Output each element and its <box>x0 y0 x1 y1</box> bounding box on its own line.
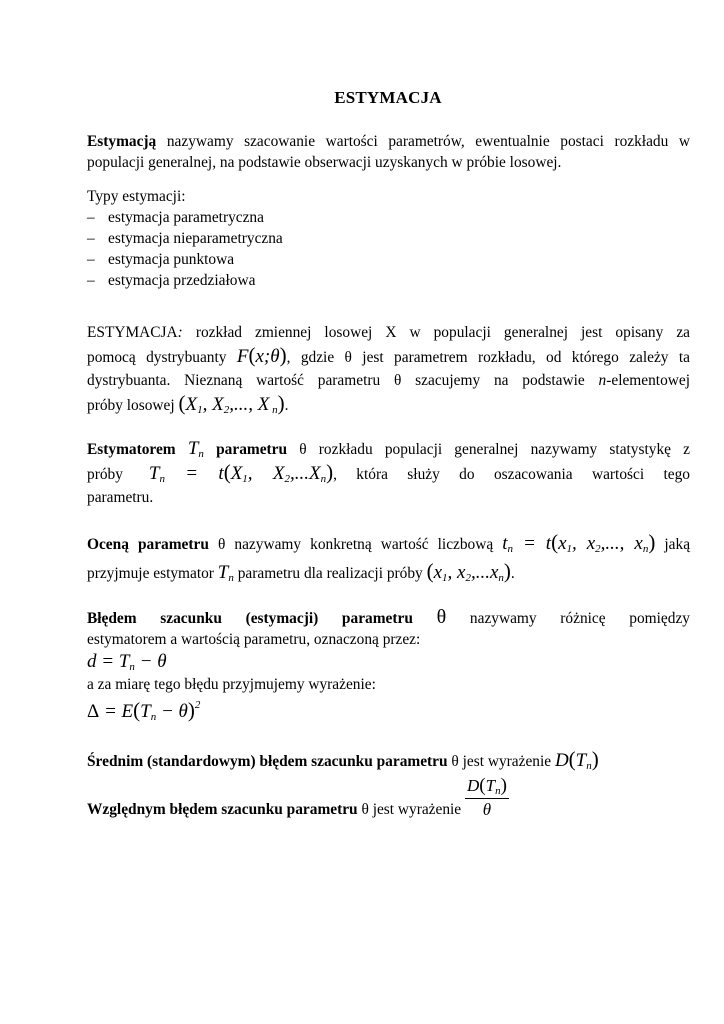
estymacja-line-2 <box>87 344 690 369</box>
estymacja-line3a: dystrybuanta. Nieznaną wartość parametru θ szacujemy na podstawie <box>87 372 599 389</box>
estimate-term: Oceną parametru <box>87 536 209 553</box>
definition-term: Estymacją <box>87 133 157 150</box>
estimator-line-2 <box>87 461 690 486</box>
estymacja-line1-text: rozkład zmiennej losowej X w populacji generalnej jest opisany za <box>182 324 690 341</box>
estimator-line2a: próby <box>87 466 123 483</box>
estymacja-line-1 <box>87 321 690 344</box>
definition-paragraph <box>87 131 690 173</box>
estimator-term: Estymatorem <box>87 441 176 458</box>
types-block <box>87 186 690 291</box>
estymacja-colon: : <box>177 324 183 341</box>
tn-symbol-2: $T_n$ <box>217 562 234 584</box>
estymacja-paragraph <box>87 321 690 417</box>
rel-error-paragraph <box>87 775 690 821</box>
types-list <box>87 207 690 291</box>
estimate-text-2: jaką <box>655 536 691 553</box>
error-line-4: a za miarę tego błędu przyjmujemy wyrażenie: <box>87 676 376 693</box>
estimator-line-1 <box>87 437 690 461</box>
estimate-line2b: parametru dla realizacji próby <box>233 565 427 582</box>
error-text-1: nazywamy różnicę pomiędzy <box>469 610 690 627</box>
estimator-text-1: θ rozkładu populacji generalnej nazywamy statystykę z <box>287 441 691 458</box>
std-error-text: θ jest wyrażenie <box>447 753 555 770</box>
error-paragraph <box>87 607 690 727</box>
estimator-formula: $T_n = t(X_1$, $X_2,...X_n$) <box>148 460 334 485</box>
error-line-2: estymatorem a wartością parametru, oznaczoną przez: <box>87 631 421 648</box>
theta-symbol: θ <box>436 606 447 628</box>
std-error-paragraph <box>87 749 690 772</box>
estymacja-line-4 <box>87 392 690 417</box>
estymacja-line3b: -elementowej <box>606 372 690 389</box>
estimator-term-2: parametru <box>216 441 288 458</box>
definition-text: nazywamy szacowanie wartości parametrów, ewentualnie postaci rozkładu w populacji generalnej, na podstawie obserwacji uzyskanych w próbie losowej. <box>87 133 690 171</box>
std-error-formula: $D(T_n)$ <box>554 747 599 772</box>
realization-formula: ($x_1$, $x_2,...x_n$) <box>426 559 511 584</box>
estymacja-line4-end: . <box>284 397 289 414</box>
estimator-paragraph <box>87 437 690 509</box>
estymacja-line2a: pomocą dystrybuanty <box>87 349 237 366</box>
error-formula: $d = T_n - \theta$ <box>87 651 167 673</box>
list-item: – estymacja przedziałowa <box>87 270 690 291</box>
list-item: – estymacja nieparametryczna <box>87 228 690 249</box>
estimate-line2a: przyjmuje estymator <box>87 565 218 582</box>
list-item: – estymacja parametryczna <box>87 207 690 228</box>
estimate-line-1 <box>87 529 690 558</box>
rel-error-term: Względnym błędem szacunku parametru <box>87 800 358 818</box>
tn-symbol: $T_n$ <box>187 438 204 460</box>
page-title: ESTYMACJA <box>334 88 442 107</box>
n-symbol: n <box>598 372 607 389</box>
estymacja-line4a: próby losowej <box>87 397 179 414</box>
cdf-formula: F(x;θ) <box>236 343 287 367</box>
estymacja-lead: ESTYMACJA <box>87 324 178 341</box>
estimate-paragraph <box>87 529 690 587</box>
estimate-line-2 <box>87 558 690 587</box>
estimate-formula: $t_n = t(x_1$, $x_2$,..., $x_n$) <box>502 530 656 555</box>
estimator-line2b: , która służy do oszacowania wartości tego <box>333 466 690 483</box>
error-line-1 <box>87 607 690 629</box>
types-heading: Typy estymacji: <box>87 188 186 205</box>
std-error-term: Średnim (standardowym) błędem szacunku parametru <box>87 753 448 770</box>
sample-formula: ($X_1$, $X_2$,..., X $_n$) <box>178 391 285 416</box>
estymacja-line2b: , gdzie θ jest parametrem rozkładu, od którego zależy ta <box>286 349 690 366</box>
error-term: Błędem szacunku (estymacji) parametru <box>87 610 413 627</box>
estimator-line-3: parametru. <box>87 489 154 506</box>
error-measure-formula: $\Delta = E(T_n - \theta)^2$ <box>87 698 201 723</box>
list-item: – estymacja punktowa <box>87 249 690 270</box>
estymacja-line-3 <box>87 369 690 392</box>
estimate-line2-end: . <box>510 565 515 582</box>
estimate-text-1: θ nazywamy konkretną wartość liczbową <box>208 536 503 553</box>
rel-error-formula: $\frac{D(T_n)}{\theta}$ <box>467 775 507 819</box>
rel-error-text: θ jest wyrażenie <box>357 800 465 818</box>
